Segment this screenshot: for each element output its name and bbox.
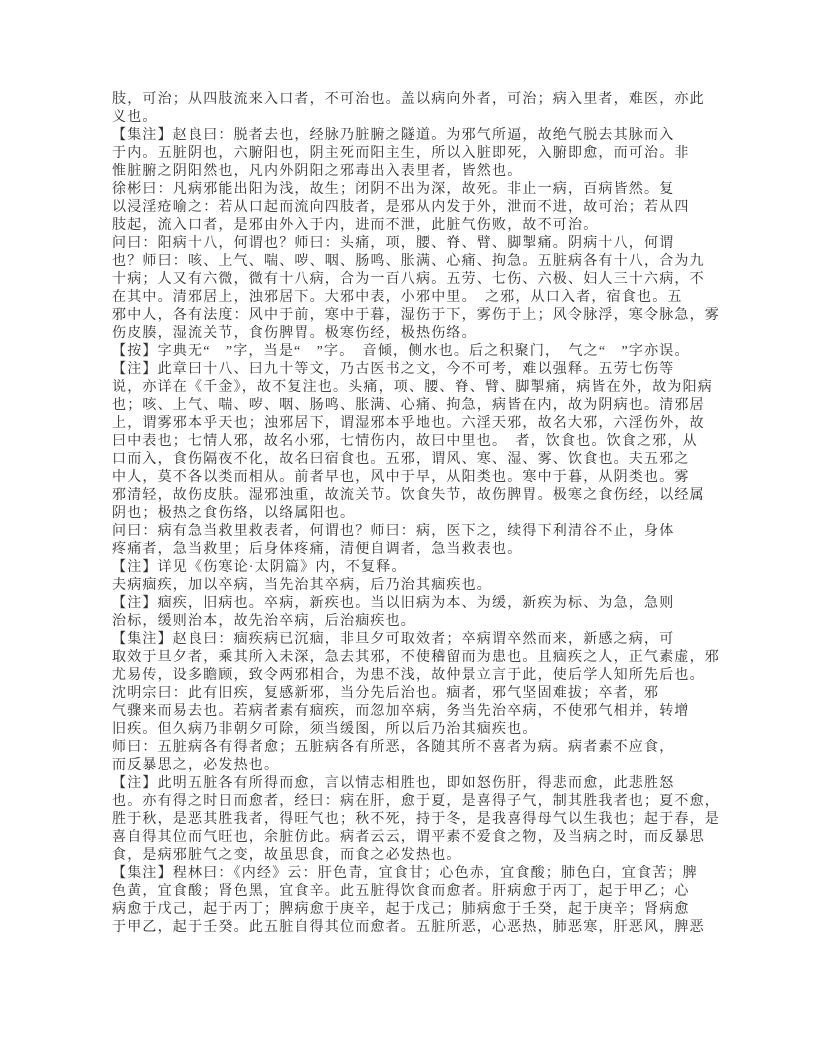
text-line: 肢起，流入口者，是邪由外入于内，进而不泄，此脏气伤败，故不可治。 [112,218,599,233]
text-line: 邪清轻，故伤皮肤。湿邪浊重，故流关节。饮食失节，故伤脾胃。极寒之食伤经，以经属 [112,488,705,503]
text-line: 色黄，宜食酸；肾色黑，宜食辛。此五脏得饮食而愈者。肝病愈于丙丁，起于甲乙；心 [112,884,690,899]
text-line: 旧疾。但久病乃非朝夕可除，须当缓图，所以后乃治其痼疾也。 [112,722,538,737]
text-line: 食，是病邪脏气之变，故虽思食，而食之必发热也。 [112,848,462,863]
text-line: 也。亦有得之时日而愈者，经曰：病在肝，愈于夏，是喜得子气，制其胜我者也；夏不愈， [112,794,720,809]
text-line: 【注】详见《伤寒论·太阴篇》内，不复释。 [112,560,407,575]
text-block [112,91,724,937]
text-line: 邪中人，各有法度：风中于前，寒中于暮，湿伤于下，雾伤于上；风令脉浮，寒令脉急，雾 [112,308,720,323]
text-line: 疼痛者，急当救里；后身体疼痛，清便自调者，急当救表也。 [112,542,523,557]
text-line: 十病；人又有六微，微有十八病，合为一百八病。五劳、七伤、六极、妇人三十六病，不 [112,272,705,287]
text-line: 伤皮腠，湿流关节，食伤脾胃。极寒伤经，极热伤络。 [112,326,477,341]
text-line: 义也。 [112,110,158,125]
text-line: 也；咳、上气、喘、哕、咽、肠鸣、胀满、心痛、拘急，病皆在内，故为阴病也。清邪居 [112,398,705,413]
text-line: 上，谓雾邪本乎天也；浊邪居下，谓湿邪本乎地也。六淫天邪，故名大邪，六淫伤外，故 [112,416,705,431]
text-line: 取效于旦夕者，乘其所入未深，急去其邪，不使稽留而为患也。且痼疾之人，正气素虚，邪 [112,650,720,665]
text-line: 气骤来而易去也。若病者素有痼疾，而忽加卒病，务当先治卒病，不使邪气相并，转增 [112,704,690,719]
text-line: 中人，莫不各以类而相从。前者早也，风中于早，从阳类也。寒中于暮，从阴类也。雾 [112,470,690,485]
text-line: 于甲乙，起于壬癸。此五脏自得其位而愈者。五脏所恶，心恶热，肺恶寒，肝恶风，脾恶 [112,920,705,935]
text-line: 而反暴思之，必发热也。 [112,758,280,773]
text-line: 口而入，食伤隔夜不化，故名曰宿食也。五邪，谓风、寒、湿、雾、饮食也。夫五邪之 [112,452,690,467]
text-line: 也？师曰：咳、上气、喘、哕、咽、肠鸣、胀满、心痛、拘急。五脏病各有十八，合为九 [112,254,705,269]
text-line: 【注】此明五脏各有所得而愈，言以情志相胜也，即如怒伤肝，得悲而愈，此悲胜怒 [112,776,675,791]
text-line: 肢，可治；从四肢流来入口者，不可治也。盖以病向外者，可治；病入里者，难医，亦此 [112,92,705,107]
text-line: 病愈于戊己，起于丙丁；脾病愈于庚辛，起于戊己；肺病愈于壬癸，起于庚辛；肾病愈 [112,902,690,917]
text-line: 问曰：阳病十八，何谓也？师曰：头痛，项，腰、脊、臂、脚掣痛。阴病十八，何谓 [112,236,675,251]
text-line: 问曰：病有急当救里救表者，何谓也？师曰：病，医下之，续得下利清谷不止，身体 [112,524,675,539]
text-line: 尤易传，设多瞻顾，致令两邪相合，为患不浅，故仲景立言于此，使后学人知所先后也。 [112,668,705,683]
text-line: 徐彬曰：凡病邪能出阳为浅，故生；闭阴不出为深，故死。非止一病，百病皆然。复 [112,182,675,197]
text-line: 【集注】赵良曰：痼疾病已沉痼，非旦夕可取效者；卒病谓卒然而来，新感之病，可 [112,632,675,647]
text-line: 沈明宗曰：此有旧疾，复感新邪，当分先后治也。痼者，邪气坚固难拔；卒者，邪 [112,686,660,701]
text-line: 以浸淫疮喻之：若从口起而流向四肢者，是邪从内发于外，泄而不进，故可治；若从四 [112,200,690,215]
text-line: 胜于秋，是恶其胜我者，得旺气也；秋不死，持于冬，是我喜得母气以生我也；起于春，是 [112,812,720,827]
text-line: 惟脏腑之阴阳然也，凡内外阴阳之邪毒出入表里者，皆然也。 [112,164,523,179]
text-line: 在其中。清邪居上，浊邪居下。大邪中表，小邪中里。 之邪，从口入者，宿食也。五 [112,290,683,305]
text-line: 【注】此章曰十八、曰九十等文，乃古医书之文，今不可考，难以强释。五劳七伤等 [112,362,675,377]
text-line: 治标，缓则治本，故先治卒病，后治痼疾也。 [112,614,416,629]
text-line: 喜自得其位而气旺也，余脏仿此。病者云云，谓平素不爱食之物，及当病之时，而反暴思 [112,830,705,845]
text-line: 【集注】程林曰：《内经》云：肝色青，宜食甘；心色赤，宜食酸；肺色白，宜食苦；脾 [112,866,698,881]
text-line: 【集注】赵良曰：脱者去也，经脉乃脏腑之隧道。为邪气所逼，故绝气脱去其脉而入 [112,128,675,143]
text-line: 于内。五脏阴也，六腑阳也，阴主死而阳主生，所以入脏即死，入腑即愈，而可治。非 [112,146,690,161]
text-line: 夫病痼疾，加以卒病，当先治其卒病，后乃治其痼疾也。 [112,578,492,593]
text-line: 阴也；极热之食伤络，以络属阳也。 [112,506,356,521]
text-line: 曰中表也；七情人邪，故名小邪，七情伤内，故曰中里也。 者，饮食也。饮食之邪，从 [112,434,698,449]
text-line: 【按】字典无“ ”字，当是“ ”字。 音倾，侧水也。后之积聚门， 气之“ ”字亦误。 [112,344,690,359]
text-line: 说，亦详在《千金》，故不复注也。头痛，项、腰、脊、臂、脚掣痛，病皆在外，故为阳病 [112,380,713,395]
text-line: 师曰：五脏病各有得者愈；五脏病各有所恶，各随其所不喜者为病。病者素不应食， [112,740,675,755]
text-line: 【注】痼疾，旧病也。卒病，新疾也。当以旧病为本、为缓，新疾为标、为急，急则 [112,596,675,611]
